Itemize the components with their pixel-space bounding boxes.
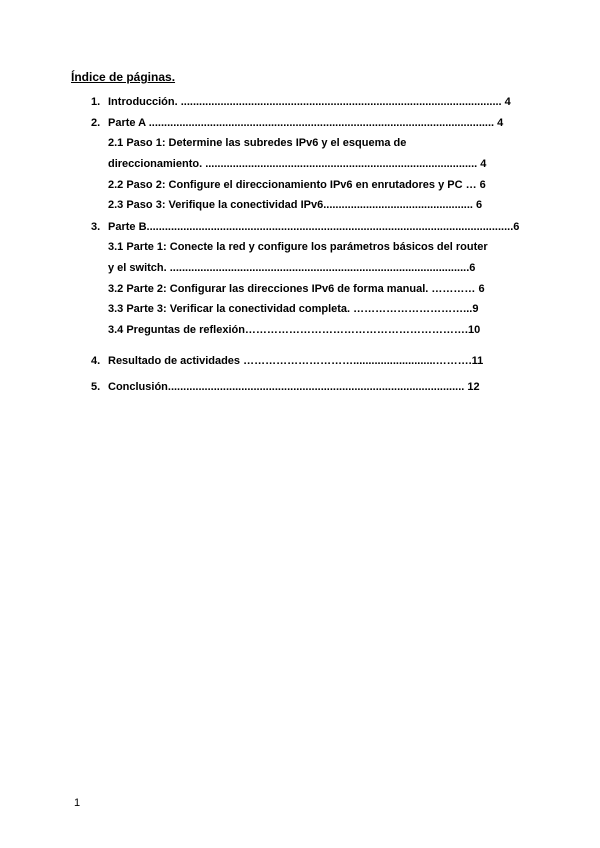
- toc-item-2-1: 2.1 Paso 1: Determine las subredes IPv6 y el esquema de: [108, 137, 407, 149]
- toc-item-3-3: 3.3 Parte 3: Verificar la conectividad completa. …………………………...9: [108, 303, 479, 315]
- toc-item-1: Introducción. ......................................................................................................... 4: [108, 96, 511, 108]
- toc-item-3-number: 3.: [91, 221, 101, 233]
- toc-item-2: Parte A ................................................................................................................. 4: [108, 117, 504, 129]
- toc-item-2-1-continued: direccionamiento. ......................................................................................... 4: [108, 158, 487, 170]
- toc-item-1-number: 1.: [91, 96, 101, 108]
- toc-item-3-2: 3.2 Parte 2: Configurar las direcciones IPv6 de forma manual. ………… 6: [108, 283, 485, 295]
- toc-item-2-2: 2.2 Paso 2: Configure el direccionamiento IPv6 en enrutadores y PC … 6: [108, 179, 486, 191]
- toc-item-2-3: 2.3 Paso 3: Verifique la conectividad IPv6................................................. 6: [108, 199, 483, 211]
- toc-item-3-1-continued: y el switch. ..................................................................................................6: [108, 262, 476, 274]
- page-number: 1: [74, 797, 81, 809]
- toc-item-5-number: 5.: [91, 381, 101, 393]
- toc-item-3-4: 3.4 Preguntas de reflexión…………………………………………………….10: [108, 324, 481, 336]
- toc-item-2-number: 2.: [91, 117, 101, 129]
- toc-item-4: Resultado de actividades …………………………...........................……….11: [108, 355, 484, 367]
- toc-title: Índice de páginas.: [71, 70, 176, 84]
- toc-item-5: Conclusión................................................................................................. 12: [108, 381, 480, 393]
- toc-item-4-number: 4.: [91, 355, 101, 367]
- toc-item-3-1: 3.1 Parte 1: Conecte la red y configure los parámetros básicos del router: [108, 241, 488, 253]
- toc-item-3: Parte B........................................................................................................................6: [108, 221, 520, 233]
